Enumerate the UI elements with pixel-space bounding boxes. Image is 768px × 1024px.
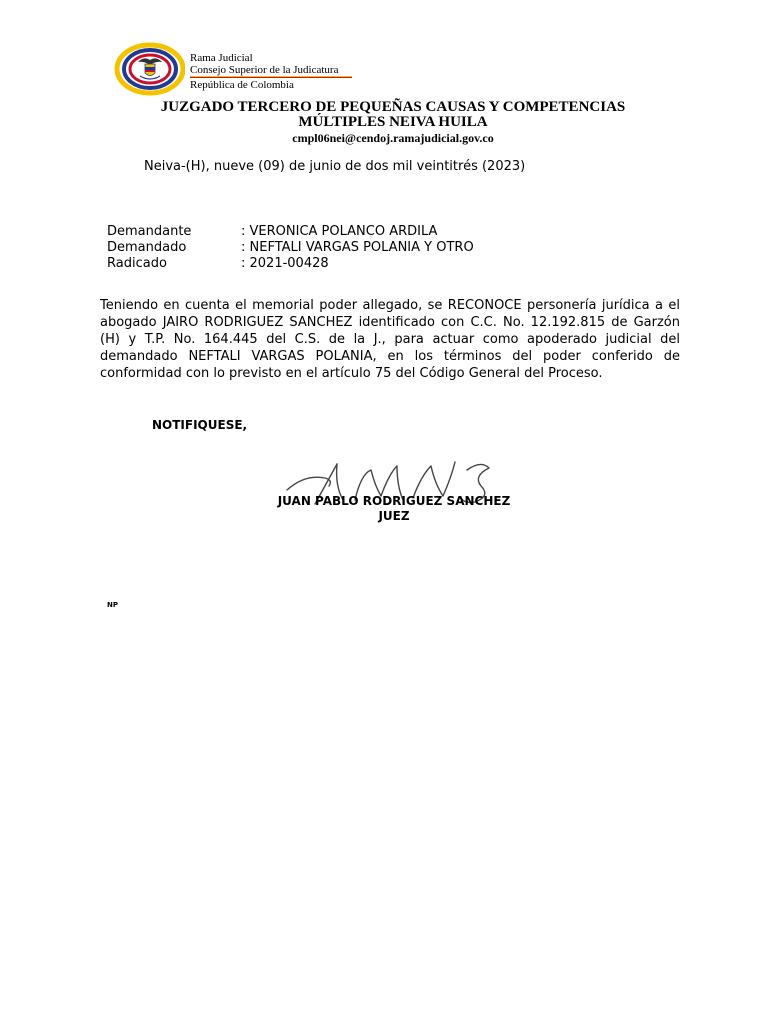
transcriber-initials: NP [107, 601, 118, 609]
org-line1: Rama Judicial [190, 52, 253, 64]
judge-block [224, 494, 564, 524]
party-row-case-number [107, 256, 474, 272]
party-label: Demandante [107, 224, 192, 239]
court-title [0, 100, 768, 130]
party-row-defendant [107, 240, 474, 256]
judge-title: JUEZ [378, 509, 410, 523]
organization-block [190, 52, 339, 91]
red-stripe [190, 77, 352, 78]
rama-judicial-logo-icon [110, 42, 185, 96]
court-email: cmpl06nei@cendoj.ramajudicial.gov.co [292, 131, 494, 145]
court-title-line1: JUZGADO TERCERO DE PEQUEÑAS CAUSAS Y COMPETENCIAS [160, 99, 626, 115]
party-label: Demandado [107, 240, 187, 255]
party-row-plaintiff [107, 224, 474, 240]
date-line: Neiva-(H), nueve (09) de junio de dos mil veintitrés (2023) [144, 159, 526, 174]
closing-notifiquese: NOTIFIQUESE, [152, 418, 248, 432]
party-value: : VERONICA POLANCO ARDILA [241, 224, 438, 239]
org-line2: Consejo Superior de la Judicatura [190, 64, 339, 76]
party-label: Radicado [107, 256, 167, 271]
org-country: República de Colombia [190, 79, 294, 91]
party-value: : NEFTALI VARGAS POLANIA Y OTRO [241, 240, 474, 255]
party-value: : 2021-00428 [241, 256, 329, 271]
court-title-line2: MÚLTIPLES NEIVA HUILA [298, 114, 488, 130]
parties-block [107, 224, 474, 272]
body-paragraph: Teniendo en cuenta el memorial poder allegado, se RECONOCE personería jurídica a el abogado JAIRO RODRIGUEZ SANCHEZ identificado con C.C. No. 12.192.815 de Garzón (H) y T.P. No. 164.445 del C.S. de la J., para actuar como apoderado judicial del demandado NEFTALI VARGAS POLANIA, en los términos del poder conferido de conformidad con lo previsto en el artículo 75 del Código General del Proceso. [100, 298, 680, 381]
judge-name: JUAN PABLO RODRIGUEZ SANCHEZ [277, 494, 511, 508]
